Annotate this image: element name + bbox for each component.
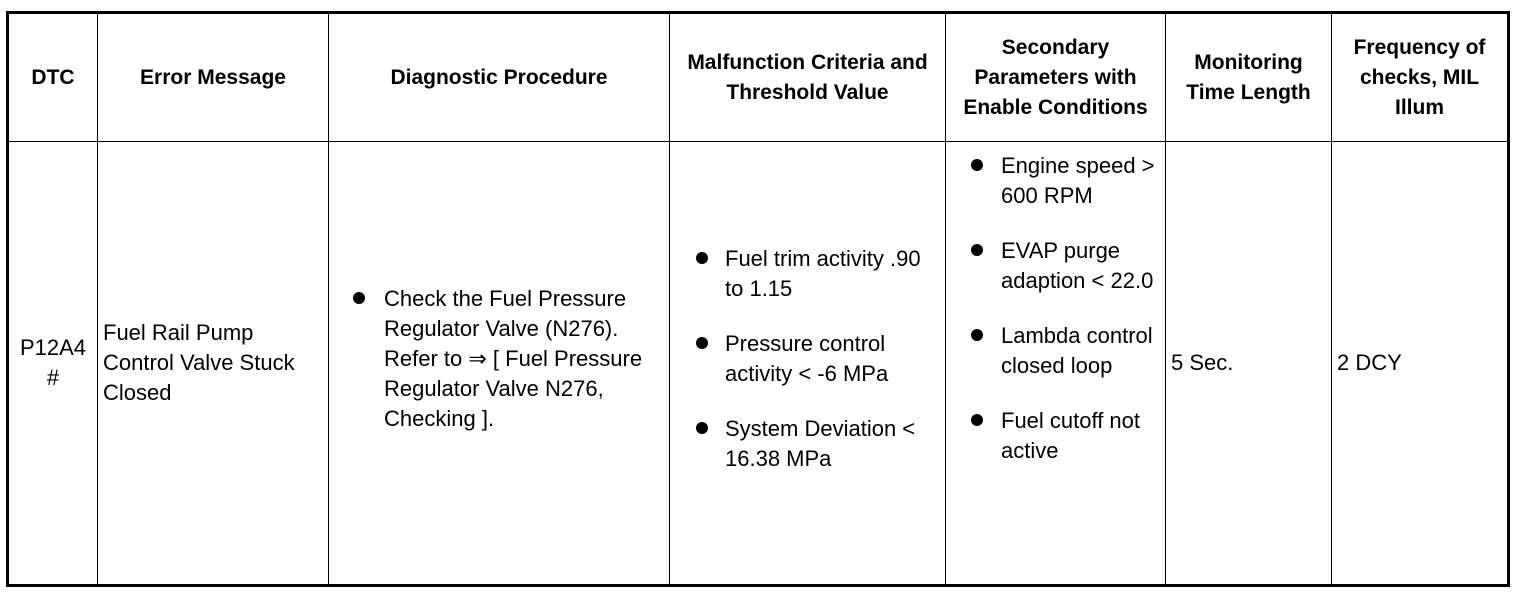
procedure-item: Check the Fuel Pressure Regulator Valve (N276). Refer to ⇒ [ Fuel Pressure Regulator Valve N276, Checking ]. — [329, 284, 669, 434]
error-message: Fuel Rail Pump Control Valve Stuck Closed — [98, 142, 329, 586]
criteria-item: Pressure control activity < -6 MPa — [670, 329, 945, 389]
table-row — [8, 142, 1509, 586]
criteria-item: System Deviation < 16.38 MPa — [670, 414, 945, 474]
parameter-item: Lambda control closed loop — [946, 321, 1165, 381]
criteria-item: Fuel trim activity .90 to 1.15 — [670, 244, 945, 304]
frequency-mil: 2 DCY — [1332, 142, 1509, 586]
dtc-table — [6, 11, 1510, 587]
dtc-code: P12A4 # — [8, 142, 98, 586]
parameter-item: Engine speed > 600 RPM — [946, 151, 1165, 211]
header-frequency: Frequency of checks, MIL Illum — [1332, 13, 1509, 142]
malfunction-criteria-list — [670, 244, 945, 474]
parameter-item: Fuel cutoff not active — [946, 406, 1165, 466]
diagnostic-procedure-cell — [329, 142, 670, 586]
monitoring-time: 5 Sec. — [1166, 142, 1332, 586]
header-dtc: DTC — [8, 13, 98, 142]
header-monitoring-time: Monitoring Time Length — [1166, 13, 1332, 142]
secondary-parameters-cell — [946, 142, 1166, 586]
malfunction-criteria-cell — [670, 142, 946, 586]
parameter-item: EVAP purge adaption < 22.0 — [946, 236, 1165, 296]
header-error-message: Error Message — [98, 13, 329, 142]
header-row — [8, 13, 1509, 142]
diagnostic-procedure-list — [329, 284, 669, 434]
header-diagnostic-procedure: Diagnostic Procedure — [329, 13, 670, 142]
header-malfunction-criteria: Malfunction Criteria and Threshold Value — [670, 13, 946, 142]
secondary-parameters-list — [946, 151, 1165, 466]
header-secondary-parameters: Secondary Parameters with Enable Conditions — [946, 13, 1166, 142]
